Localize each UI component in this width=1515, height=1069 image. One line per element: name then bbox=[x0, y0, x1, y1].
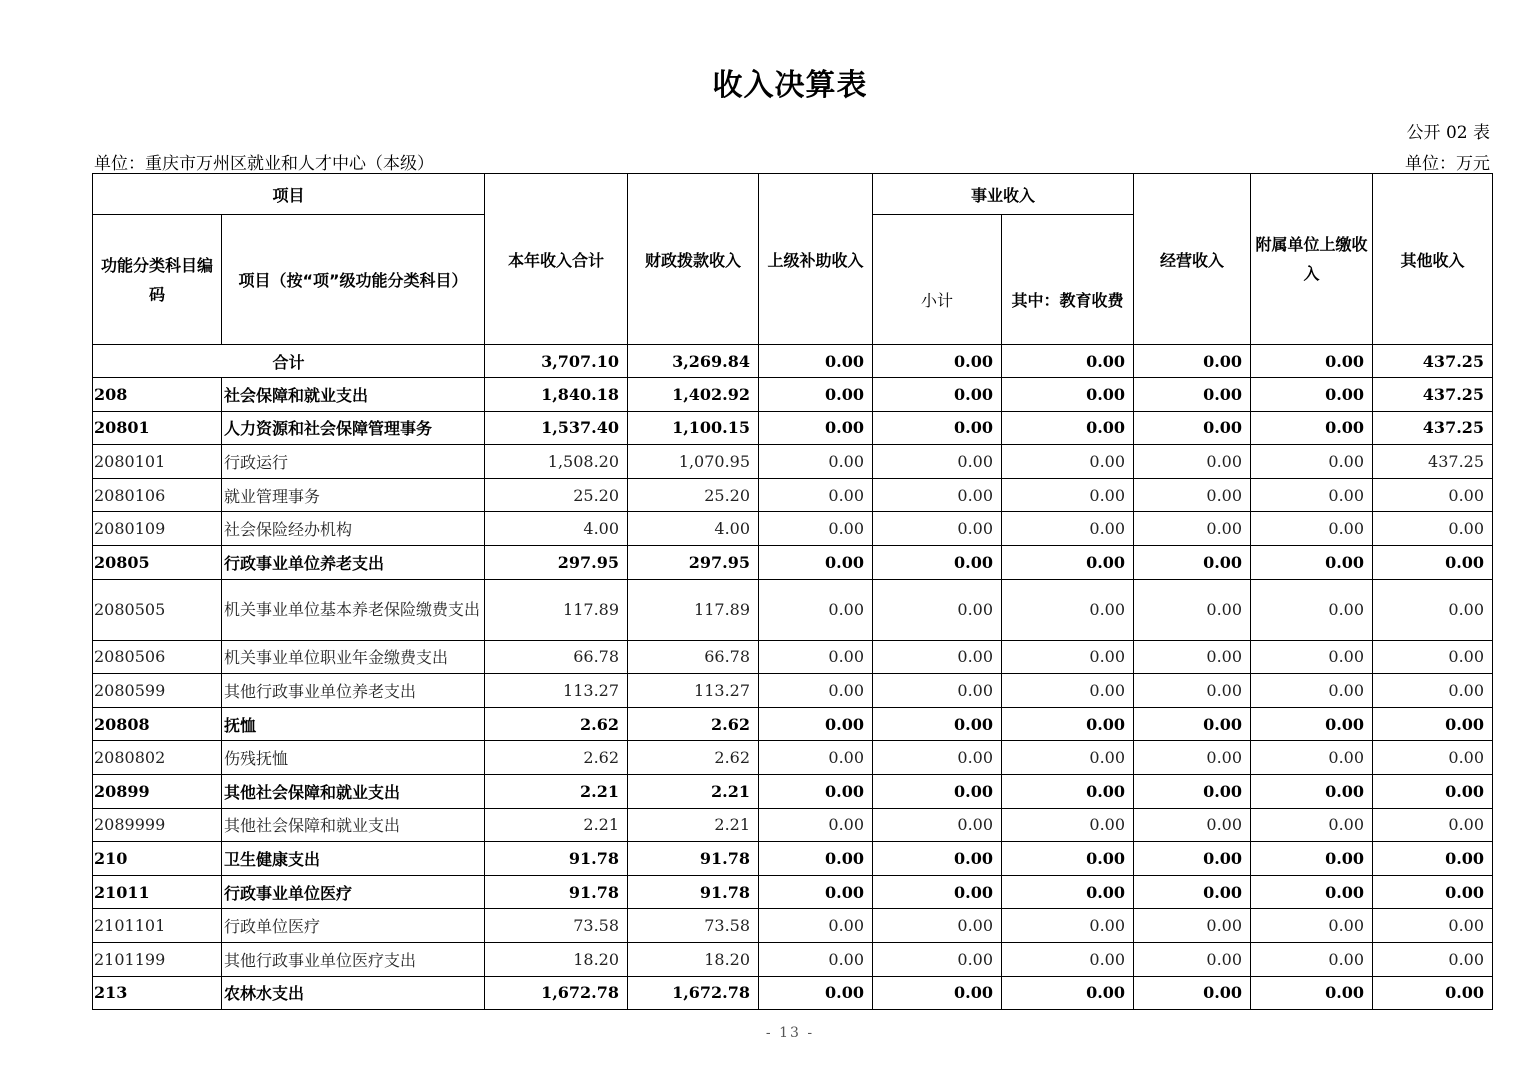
row-value: 2.21 bbox=[485, 774, 628, 808]
currency-unit: 单位：万元 bbox=[1405, 154, 1490, 174]
row-name: 社会保险经办机构 bbox=[222, 512, 485, 546]
row-name: 机关事业单位基本养老保险缴费支出 bbox=[222, 579, 485, 640]
table-row bbox=[93, 976, 1493, 1010]
row-code: 20805 bbox=[93, 545, 222, 579]
row-value: 0.00 bbox=[1134, 707, 1251, 741]
table-row bbox=[93, 741, 1493, 775]
row-value: 0.00 bbox=[759, 512, 873, 546]
table-row bbox=[93, 478, 1493, 512]
row-value: 0.00 bbox=[1251, 411, 1373, 445]
row-code: 2080505 bbox=[93, 579, 222, 640]
row-value: 25.20 bbox=[628, 478, 759, 512]
row-value: 117.89 bbox=[485, 579, 628, 640]
row-value: 1,672.78 bbox=[628, 976, 759, 1010]
row-value: 0.00 bbox=[1251, 909, 1373, 943]
row-value: 0.00 bbox=[1373, 774, 1493, 808]
row-value: 437.25 bbox=[1373, 411, 1493, 445]
row-value: 0.00 bbox=[1002, 808, 1134, 842]
row-value: 0.00 bbox=[1251, 707, 1373, 741]
row-value: 0.00 bbox=[873, 640, 1002, 674]
row-value: 1,070.95 bbox=[628, 445, 759, 479]
row-value: 0.00 bbox=[873, 741, 1002, 775]
row-value: 1,537.40 bbox=[485, 411, 628, 445]
row-value: 0.00 bbox=[1373, 545, 1493, 579]
row-code: 213 bbox=[93, 976, 222, 1010]
row-value: 0.00 bbox=[759, 707, 873, 741]
row-value: 437.25 bbox=[1373, 445, 1493, 479]
header-code: 功能分类科目编码 bbox=[93, 215, 222, 345]
row-value: 1,672.78 bbox=[485, 976, 628, 1010]
row-value: 0.00 bbox=[759, 909, 873, 943]
row-value: 0.00 bbox=[1134, 478, 1251, 512]
header-other: 其他收入 bbox=[1373, 174, 1493, 345]
row-value: 0.00 bbox=[1134, 808, 1251, 842]
row-value: 0.00 bbox=[1002, 741, 1134, 775]
row-code: 2080506 bbox=[93, 640, 222, 674]
income-table bbox=[92, 173, 1493, 1010]
row-value: 0.00 bbox=[759, 445, 873, 479]
row-value: 0.00 bbox=[759, 774, 873, 808]
row-value: 0.00 bbox=[1134, 545, 1251, 579]
row-value: 0.00 bbox=[1134, 378, 1251, 412]
row-value: 0.00 bbox=[759, 545, 873, 579]
row-value: 0.00 bbox=[873, 842, 1002, 876]
row-value: 0.00 bbox=[1251, 774, 1373, 808]
row-value: 0.00 bbox=[759, 942, 873, 976]
header-upper: 上级补助收入 bbox=[759, 174, 873, 345]
table-row bbox=[93, 378, 1493, 412]
row-value: 297.95 bbox=[485, 545, 628, 579]
row-value: 0.00 bbox=[1002, 579, 1134, 640]
row-value: 0.00 bbox=[1134, 411, 1251, 445]
row-code: 2080599 bbox=[93, 674, 222, 708]
row-value: 0.00 bbox=[1251, 478, 1373, 512]
row-value: 73.58 bbox=[628, 909, 759, 943]
table-row bbox=[93, 909, 1493, 943]
row-value: 0.00 bbox=[759, 741, 873, 775]
row-code: 2080106 bbox=[93, 478, 222, 512]
header-subtotal: 小计 bbox=[873, 215, 1002, 345]
row-value: 0.00 bbox=[873, 942, 1002, 976]
header-affiliated: 附属单位上缴收入 bbox=[1251, 174, 1373, 345]
row-value: 0.00 bbox=[1002, 707, 1134, 741]
row-value: 0.00 bbox=[1002, 640, 1134, 674]
total-label: 合计 bbox=[93, 345, 485, 378]
row-value: 0.00 bbox=[1373, 976, 1493, 1010]
row-value: 0.00 bbox=[873, 909, 1002, 943]
unit-name: 单位：重庆市万州区就业和人才中心（本级） bbox=[94, 154, 434, 174]
row-name: 人力资源和社会保障管理事务 bbox=[222, 411, 485, 445]
row-name: 就业管理事务 bbox=[222, 478, 485, 512]
row-value: 0.00 bbox=[1373, 875, 1493, 909]
row-value: 91.78 bbox=[485, 875, 628, 909]
row-value: 0.00 bbox=[873, 411, 1002, 445]
row-name: 卫生健康支出 bbox=[222, 842, 485, 876]
row-value: 0.00 bbox=[1002, 842, 1134, 876]
row-value: 0.00 bbox=[1134, 741, 1251, 775]
row-code: 2101101 bbox=[93, 909, 222, 943]
row-value: 0.00 bbox=[873, 378, 1002, 412]
row-name: 抚恤 bbox=[222, 707, 485, 741]
total-value: 0.00 bbox=[873, 345, 1002, 378]
row-value: 91.78 bbox=[628, 842, 759, 876]
row-value: 91.78 bbox=[628, 875, 759, 909]
row-value: 0.00 bbox=[1134, 774, 1251, 808]
row-value: 2.62 bbox=[485, 707, 628, 741]
row-value: 18.20 bbox=[485, 942, 628, 976]
table-row bbox=[93, 545, 1493, 579]
row-value: 0.00 bbox=[1134, 909, 1251, 943]
row-value: 0.00 bbox=[1134, 674, 1251, 708]
row-value: 0.00 bbox=[1251, 545, 1373, 579]
row-value: 66.78 bbox=[628, 640, 759, 674]
row-name: 其他社会保障和就业支出 bbox=[222, 774, 485, 808]
row-value: 0.00 bbox=[759, 378, 873, 412]
row-value: 2.62 bbox=[628, 741, 759, 775]
row-value: 2.21 bbox=[485, 808, 628, 842]
row-value: 1,840.18 bbox=[485, 378, 628, 412]
row-value: 113.27 bbox=[628, 674, 759, 708]
row-value: 0.00 bbox=[873, 512, 1002, 546]
row-value: 0.00 bbox=[1251, 445, 1373, 479]
row-name: 行政事业单位养老支出 bbox=[222, 545, 485, 579]
row-value: 0.00 bbox=[1251, 875, 1373, 909]
total-value: 0.00 bbox=[1002, 345, 1134, 378]
row-value: 0.00 bbox=[759, 579, 873, 640]
row-code: 2080101 bbox=[93, 445, 222, 479]
row-value: 0.00 bbox=[1373, 842, 1493, 876]
row-value: 0.00 bbox=[759, 842, 873, 876]
form-number: 公开 02 表 bbox=[1406, 123, 1490, 143]
row-value: 437.25 bbox=[1373, 378, 1493, 412]
total-value: 0.00 bbox=[759, 345, 873, 378]
row-value: 0.00 bbox=[873, 445, 1002, 479]
header-operating: 经营收入 bbox=[1134, 174, 1251, 345]
table-row bbox=[93, 808, 1493, 842]
row-value: 25.20 bbox=[485, 478, 628, 512]
page-number: - 13 - bbox=[765, 1025, 815, 1041]
total-value: 0.00 bbox=[1251, 345, 1373, 378]
row-value: 0.00 bbox=[759, 674, 873, 708]
table-row bbox=[93, 707, 1493, 741]
row-value: 0.00 bbox=[873, 674, 1002, 708]
row-value: 1,508.20 bbox=[485, 445, 628, 479]
row-value: 0.00 bbox=[1373, 579, 1493, 640]
row-value: 0.00 bbox=[873, 774, 1002, 808]
total-row bbox=[93, 345, 1493, 378]
row-value: 0.00 bbox=[873, 976, 1002, 1010]
header-fiscal: 财政拨款收入 bbox=[628, 174, 759, 345]
row-value: 113.27 bbox=[485, 674, 628, 708]
row-value: 0.00 bbox=[1134, 842, 1251, 876]
row-value: 0.00 bbox=[1002, 512, 1134, 546]
total-value: 3,707.10 bbox=[485, 345, 628, 378]
table-row bbox=[93, 875, 1493, 909]
row-value: 0.00 bbox=[1251, 842, 1373, 876]
row-value: 0.00 bbox=[1251, 579, 1373, 640]
row-value: 0.00 bbox=[1134, 976, 1251, 1010]
page-title: 收入决算表 bbox=[712, 68, 868, 103]
table-row bbox=[93, 842, 1493, 876]
row-value: 0.00 bbox=[1002, 976, 1134, 1010]
row-value: 0.00 bbox=[1251, 976, 1373, 1010]
row-name: 行政单位医疗 bbox=[222, 909, 485, 943]
row-value: 0.00 bbox=[1373, 707, 1493, 741]
row-value: 4.00 bbox=[485, 512, 628, 546]
row-value: 0.00 bbox=[759, 411, 873, 445]
row-value: 2.21 bbox=[628, 774, 759, 808]
row-value: 0.00 bbox=[1251, 808, 1373, 842]
row-value: 0.00 bbox=[1251, 942, 1373, 976]
header-edu: 其中：教育收费 bbox=[1002, 215, 1134, 345]
row-value: 0.00 bbox=[1134, 579, 1251, 640]
total-value: 0.00 bbox=[1134, 345, 1251, 378]
row-code: 2089999 bbox=[93, 808, 222, 842]
row-value: 0.00 bbox=[1373, 640, 1493, 674]
header-business-group: 事业收入 bbox=[873, 174, 1134, 215]
row-name: 伤残抚恤 bbox=[222, 741, 485, 775]
total-value: 437.25 bbox=[1373, 345, 1493, 378]
row-name: 行政运行 bbox=[222, 445, 485, 479]
row-value: 0.00 bbox=[1373, 909, 1493, 943]
row-value: 0.00 bbox=[1134, 942, 1251, 976]
row-value: 91.78 bbox=[485, 842, 628, 876]
row-value: 297.95 bbox=[628, 545, 759, 579]
row-code: 20801 bbox=[93, 411, 222, 445]
table-row bbox=[93, 942, 1493, 976]
row-value: 0.00 bbox=[1134, 640, 1251, 674]
row-value: 0.00 bbox=[1373, 741, 1493, 775]
row-value: 0.00 bbox=[759, 808, 873, 842]
row-value: 0.00 bbox=[873, 478, 1002, 512]
row-value: 66.78 bbox=[485, 640, 628, 674]
header-item: 项目 bbox=[93, 174, 485, 215]
row-value: 0.00 bbox=[1134, 875, 1251, 909]
row-value: 0.00 bbox=[759, 976, 873, 1010]
row-value: 73.58 bbox=[485, 909, 628, 943]
row-name: 农林水支出 bbox=[222, 976, 485, 1010]
row-value: 0.00 bbox=[873, 808, 1002, 842]
row-value: 0.00 bbox=[1002, 411, 1134, 445]
row-code: 2101199 bbox=[93, 942, 222, 976]
row-value: 0.00 bbox=[1251, 378, 1373, 412]
table-row bbox=[93, 640, 1493, 674]
row-value: 0.00 bbox=[759, 640, 873, 674]
row-value: 1,402.92 bbox=[628, 378, 759, 412]
row-value: 0.00 bbox=[873, 707, 1002, 741]
row-name: 社会保障和就业支出 bbox=[222, 378, 485, 412]
row-value: 0.00 bbox=[1373, 808, 1493, 842]
row-value: 0.00 bbox=[1002, 942, 1134, 976]
row-code: 210 bbox=[93, 842, 222, 876]
row-value: 0.00 bbox=[1002, 674, 1134, 708]
row-value: 0.00 bbox=[1251, 640, 1373, 674]
row-name: 机关事业单位职业年金缴费支出 bbox=[222, 640, 485, 674]
table-row bbox=[93, 411, 1493, 445]
row-value: 0.00 bbox=[759, 478, 873, 512]
row-value: 0.00 bbox=[1251, 674, 1373, 708]
row-value: 0.00 bbox=[1002, 445, 1134, 479]
row-value: 0.00 bbox=[1373, 942, 1493, 976]
row-value: 4.00 bbox=[628, 512, 759, 546]
row-value: 0.00 bbox=[759, 875, 873, 909]
row-value: 0.00 bbox=[873, 579, 1002, 640]
row-code: 20808 bbox=[93, 707, 222, 741]
row-code: 208 bbox=[93, 378, 222, 412]
row-value: 0.00 bbox=[1134, 512, 1251, 546]
total-value: 3,269.84 bbox=[628, 345, 759, 378]
row-value: 2.21 bbox=[628, 808, 759, 842]
header-name: 项目（按“项”级功能分类科目） bbox=[222, 215, 485, 345]
row-value: 0.00 bbox=[1373, 478, 1493, 512]
table-row bbox=[93, 774, 1493, 808]
row-value: 0.00 bbox=[1251, 512, 1373, 546]
table-row bbox=[93, 445, 1493, 479]
table-row bbox=[93, 579, 1493, 640]
table-row bbox=[93, 512, 1493, 546]
row-value: 1,100.15 bbox=[628, 411, 759, 445]
row-value: 0.00 bbox=[1002, 774, 1134, 808]
row-value: 0.00 bbox=[1002, 378, 1134, 412]
row-code: 2080802 bbox=[93, 741, 222, 775]
row-value: 0.00 bbox=[1002, 478, 1134, 512]
row-name: 其他行政事业单位医疗支出 bbox=[222, 942, 485, 976]
row-name: 行政事业单位医疗 bbox=[222, 875, 485, 909]
row-value: 0.00 bbox=[1134, 445, 1251, 479]
row-value: 117.89 bbox=[628, 579, 759, 640]
row-value: 18.20 bbox=[628, 942, 759, 976]
row-code: 20899 bbox=[93, 774, 222, 808]
row-value: 2.62 bbox=[485, 741, 628, 775]
row-value: 0.00 bbox=[1373, 512, 1493, 546]
row-name: 其他社会保障和就业支出 bbox=[222, 808, 485, 842]
row-value: 0.00 bbox=[873, 545, 1002, 579]
row-code: 2080109 bbox=[93, 512, 222, 546]
table-row bbox=[93, 674, 1493, 708]
row-value: 0.00 bbox=[1251, 741, 1373, 775]
row-name: 其他行政事业单位养老支出 bbox=[222, 674, 485, 708]
row-value: 0.00 bbox=[1002, 875, 1134, 909]
row-value: 0.00 bbox=[873, 875, 1002, 909]
row-value: 0.00 bbox=[1002, 545, 1134, 579]
row-code: 21011 bbox=[93, 875, 222, 909]
row-value: 0.00 bbox=[1002, 909, 1134, 943]
row-value: 0.00 bbox=[1373, 674, 1493, 708]
row-value: 2.62 bbox=[628, 707, 759, 741]
header-total: 本年收入合计 bbox=[485, 174, 628, 345]
